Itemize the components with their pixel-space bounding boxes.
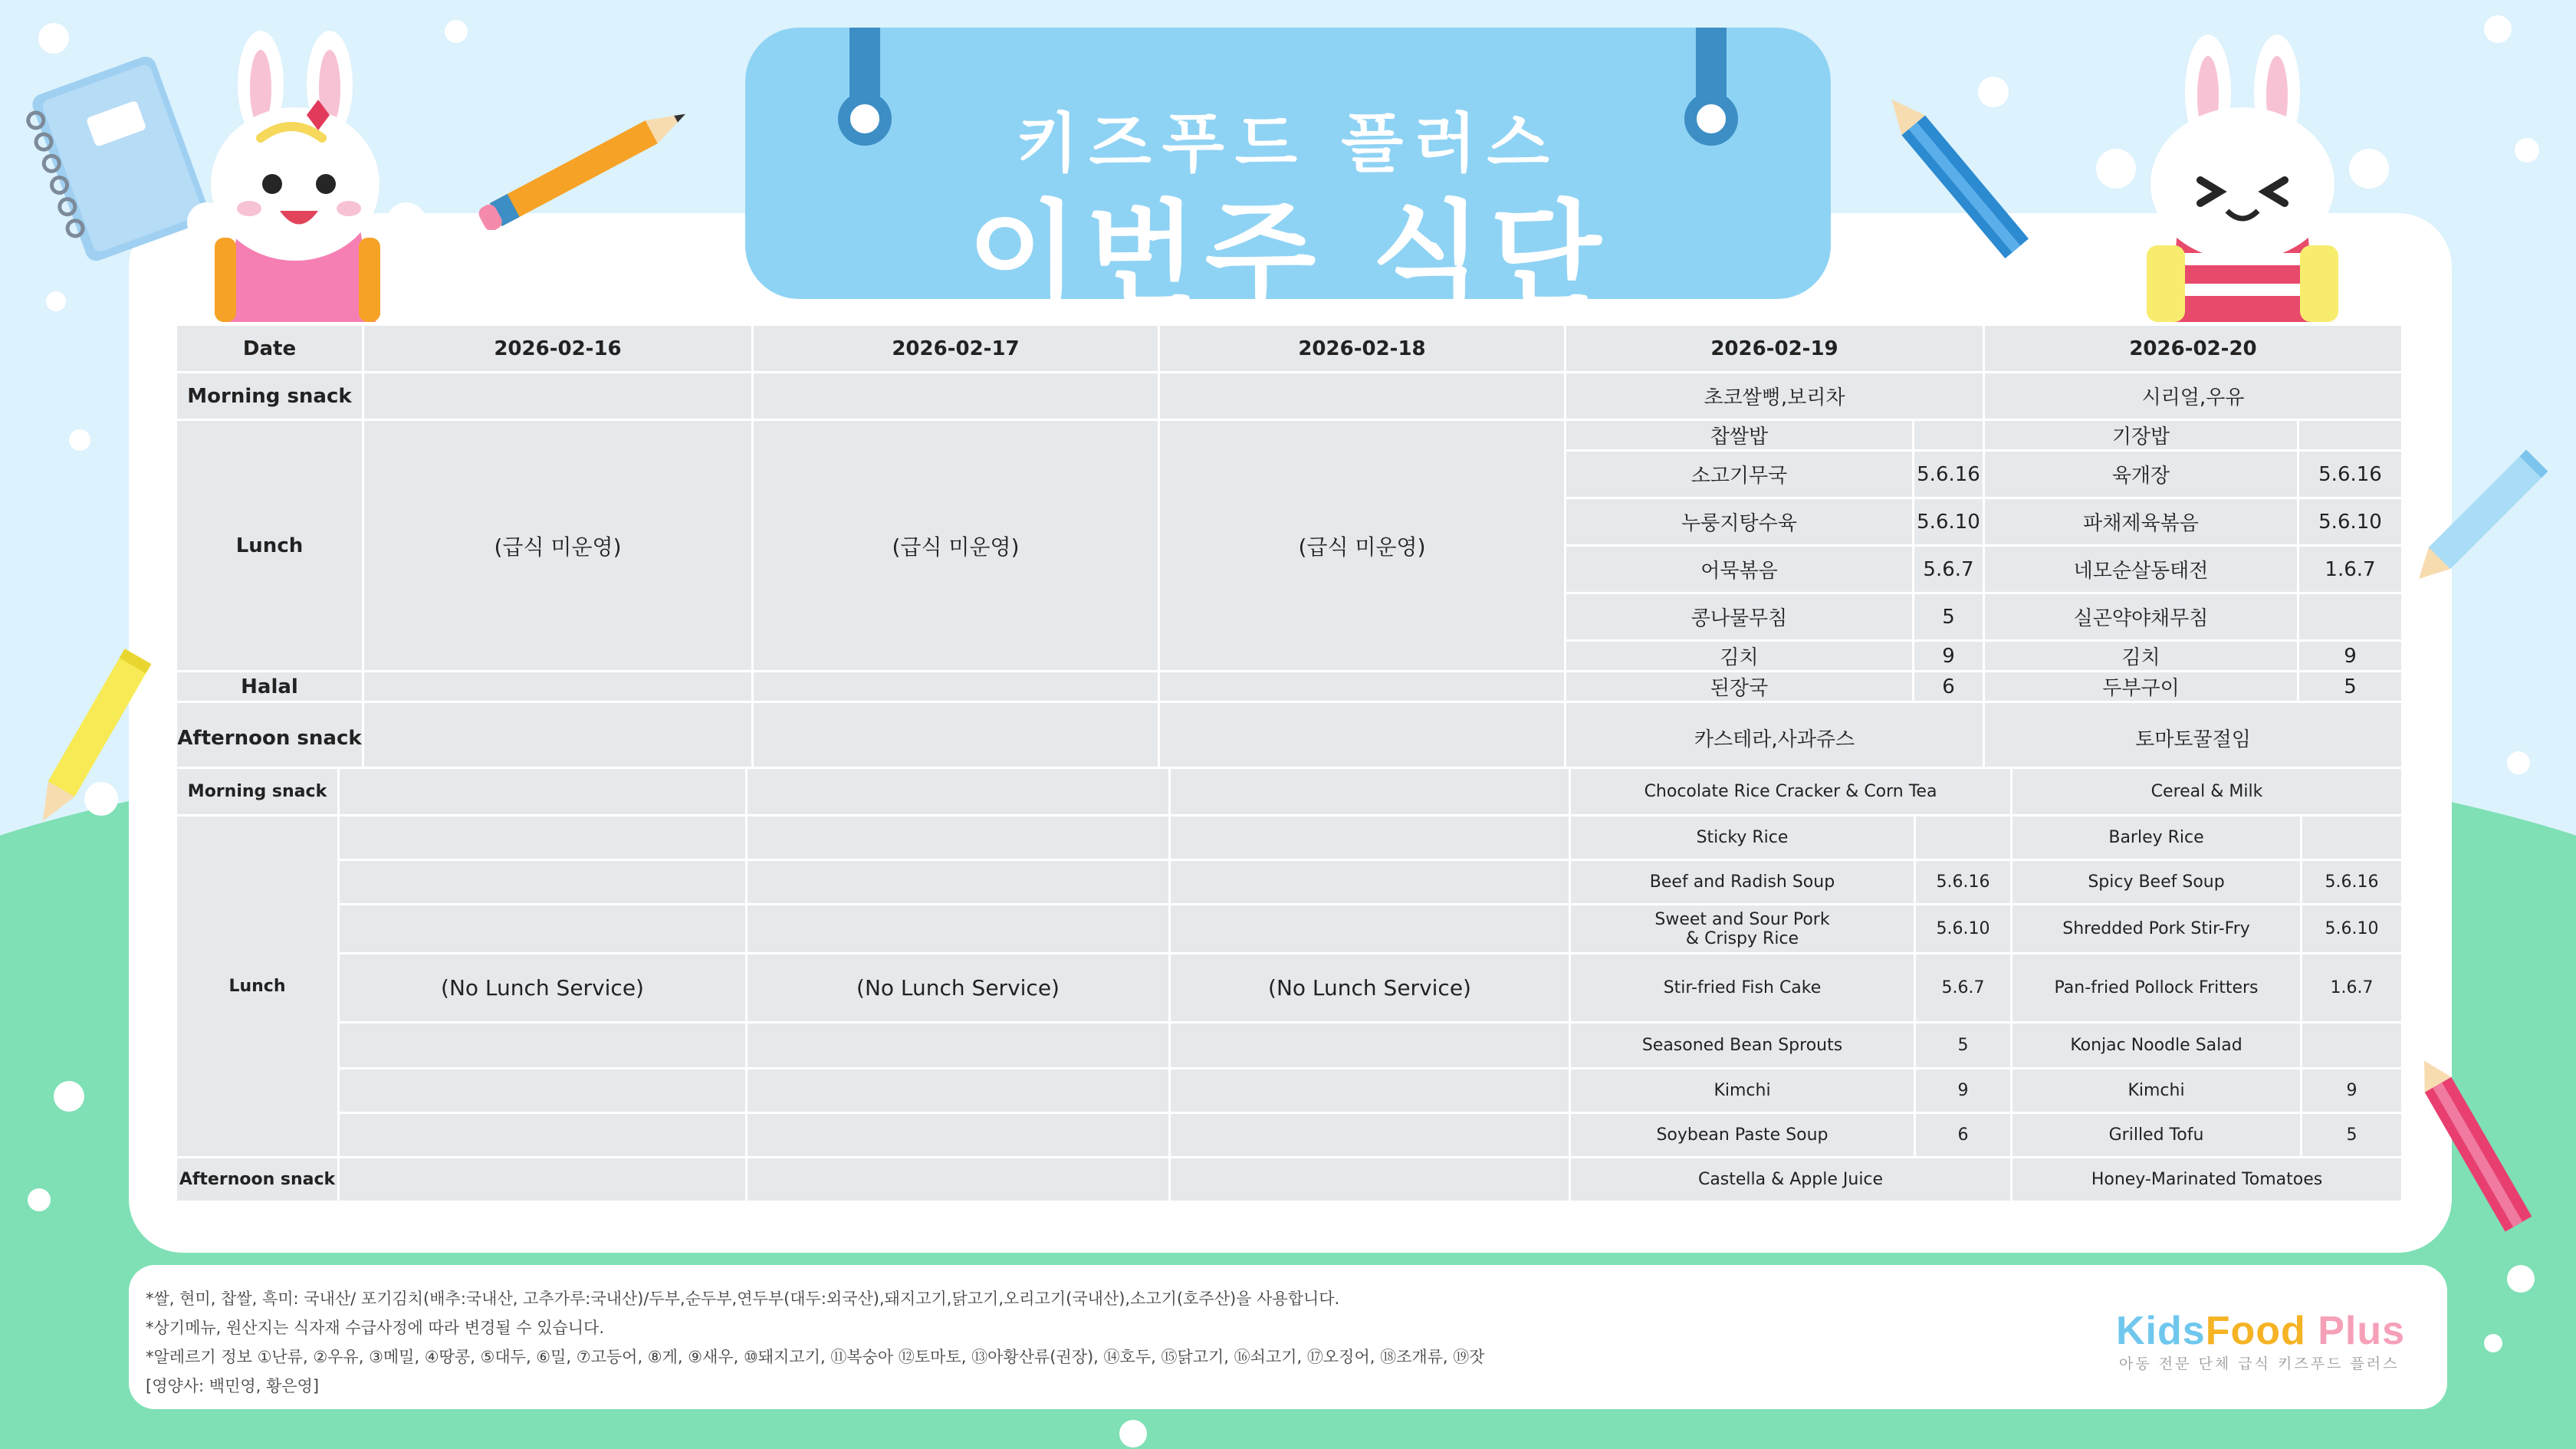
- empty-cell: [339, 1113, 747, 1158]
- empty-cell: [753, 373, 1159, 420]
- empty-cell: [339, 768, 747, 816]
- allergy-code: 5.6.7: [1915, 954, 2012, 1023]
- lunch-item-line: Sweet and Sour Pork: [1654, 909, 1830, 929]
- lunch-item-0220: Barley Rice: [2012, 816, 2302, 860]
- lunch-item-0220: 육개장: [1984, 451, 2298, 498]
- decor-dot: [54, 1081, 84, 1112]
- allergy-code: 6: [1915, 1113, 2012, 1158]
- halal-label: Halal: [176, 672, 363, 702]
- allergy-code: 9: [2302, 1069, 2403, 1113]
- morning-snack-0220: 시리얼,우유: [1984, 373, 2403, 420]
- lunch-row: [176, 816, 2403, 860]
- allergy-note: *알레르기 정보 ①난류, ②우유, ③메밀, ④땅콩, ⑤대두, ⑥밀, ⑦고등어, ⑧게, ⑨새우, ⑩돼지고기, ⑪복숭아 ⑫토마토, ⑬아황산류(권장), ⑭호두, ⑮닭고기, ⑯쇠고기, ⑰오징어, ⑱조개류, ⑲잣: [146, 1348, 1485, 1366]
- empty-cell: [1159, 672, 1566, 702]
- afternoon-snack-row: [176, 1158, 2403, 1202]
- afternoon-snack-0220: Honey-Marinated Tomatoes: [2012, 1158, 2403, 1202]
- banner-title: 이번주 식단: [967, 189, 1609, 323]
- empty-cell: [747, 1158, 1170, 1202]
- decor-dot: [1119, 1420, 1147, 1447]
- english-menu-table: [175, 767, 2404, 1203]
- empty-cell: [1170, 1113, 1570, 1158]
- empty-cell: [1170, 1023, 1570, 1069]
- lunch-item-0219: 콩나물무침: [1566, 593, 1914, 641]
- allergy-code: 5.6.16: [1915, 860, 2012, 905]
- empty-cell: [339, 1023, 747, 1069]
- date-row: [176, 325, 2403, 373]
- lunch-item-0220: 파채제육볶음: [1984, 498, 2298, 546]
- halal-item-0220: 두부구이: [1984, 672, 2298, 702]
- empty-cell: [1170, 860, 1570, 905]
- lunch-label: Lunch: [176, 420, 363, 672]
- allergy-code: 6: [1914, 672, 1984, 702]
- empty-cell: [1170, 905, 1570, 954]
- halal-row: [176, 672, 2403, 702]
- lunch-row: [176, 860, 2403, 905]
- lunch-item-line: & Crispy Rice: [1685, 928, 1799, 948]
- korean-menu-table: [175, 324, 2404, 775]
- lunch-item-0219: Sticky Rice: [1570, 816, 1915, 860]
- lunch-row: [176, 1069, 2403, 1113]
- empty-cell: [747, 1069, 1170, 1113]
- afternoon-snack-label: Afternoon snack: [176, 702, 363, 774]
- lunch-item-0220: 네모순살동태전: [1984, 546, 2298, 593]
- allergy-code: 5: [2302, 1113, 2403, 1158]
- no-lunch-0218: (급식 미운영): [1159, 420, 1566, 672]
- logo-tagline: 아동 전문 단체 급식 키즈푸드 플러스: [2119, 1355, 2400, 1372]
- lunch-item-0220: Konjac Noodle Salad: [2012, 1023, 2302, 1069]
- allergy-code: 1.6.7: [2298, 546, 2403, 593]
- decor-dot: [28, 1188, 51, 1211]
- lunch-row: [176, 954, 2403, 1023]
- pencil-lightblue-icon: [2392, 429, 2568, 606]
- lunch-item-0219: 소고기무국: [1566, 451, 1914, 498]
- lunch-item-0219: Seasoned Bean Sprouts: [1570, 1023, 1915, 1069]
- empty-cell: [339, 816, 747, 860]
- no-lunch-0218: (No Lunch Service): [1170, 954, 1570, 1023]
- lunch-item-0220: 김치: [1984, 641, 2298, 672]
- decor-dot: [2484, 1334, 2502, 1352]
- no-lunch-0216: (No Lunch Service): [339, 954, 747, 1023]
- logo-plus: Plus: [2318, 1309, 2406, 1353]
- empty-cell: [1170, 1069, 1570, 1113]
- empty-cell: [747, 860, 1170, 905]
- date-2026-02-16: 2026-02-16: [363, 325, 753, 373]
- no-lunch-0216: (급식 미운영): [363, 420, 753, 672]
- empty-cell: [753, 672, 1159, 702]
- empty-cell: [339, 860, 747, 905]
- lunch-item-0219: 찹쌀밥: [1566, 420, 1914, 451]
- empty-cell: [747, 905, 1170, 954]
- kids-food-plus-logo: [2116, 1308, 2405, 1354]
- empty-cell: [747, 768, 1170, 816]
- lunch-item-0219: [1570, 905, 1915, 954]
- dietitian-note: [영양사: 백민영, 황은영]: [146, 1377, 320, 1395]
- empty-cell: [1170, 816, 1570, 860]
- footer-notes-panel: [129, 1265, 2447, 1409]
- allergy-code: 5.6.16: [2298, 451, 2403, 498]
- decor-dot: [69, 429, 90, 451]
- empty-cell: [753, 702, 1159, 774]
- halal-item-0219: 된장국: [1566, 672, 1914, 702]
- lunch-row: [176, 905, 2403, 954]
- lunch-item-0220: Kimchi: [2012, 1069, 2302, 1113]
- empty-cell: [747, 1023, 1170, 1069]
- lunch-item-0219: Kimchi: [1570, 1069, 1915, 1113]
- lunch-row: [176, 1023, 2403, 1069]
- afternoon-snack-0219: Castella & Apple Juice: [1570, 1158, 2012, 1202]
- banner-subtitle: 키즈푸드 플러스: [1016, 106, 1560, 181]
- menu-change-note: *상기메뉴, 원산지는 식자재 수급사정에 따라 변경될 수 있습니다.: [146, 1319, 605, 1337]
- allergy-code: 5.6.7: [1914, 546, 1984, 593]
- date-2026-02-20: 2026-02-20: [1984, 325, 2403, 373]
- allergy-code: 5.6.10: [2298, 498, 2403, 546]
- empty-cell: [1159, 373, 1566, 420]
- lunch-item-0220: 실곤약야채무침: [1984, 593, 2298, 641]
- morning-snack-0220: Cereal & Milk: [2012, 768, 2403, 816]
- allergy-code: [2298, 420, 2403, 451]
- logo-food: Food: [2205, 1309, 2306, 1353]
- afternoon-snack-0219: 카스테라,사과쥬스: [1566, 702, 1984, 774]
- bunny-left-icon: [184, 31, 437, 322]
- morning-snack-row: [176, 768, 2403, 816]
- date-label: Date: [176, 325, 363, 373]
- lunch-item-0219: Beef and Radish Soup: [1570, 860, 1915, 905]
- halal-item-0220: Grilled Tofu: [2012, 1113, 2302, 1158]
- date-2026-02-17: 2026-02-17: [753, 325, 1159, 373]
- empty-cell: [1170, 768, 1570, 816]
- bunny-right-icon: [2085, 31, 2392, 322]
- halal-item-0219: Soybean Paste Soup: [1570, 1113, 1915, 1158]
- lunch-item-0219: 어묵볶음: [1566, 546, 1914, 593]
- halal-row: [176, 1113, 2403, 1158]
- empty-cell: [1170, 1158, 1570, 1202]
- empty-cell: [363, 373, 753, 420]
- empty-cell: [747, 1113, 1170, 1158]
- lunch-item-0220: 기장밥: [1984, 420, 2298, 451]
- afternoon-snack-label: Afternoon snack: [176, 1158, 339, 1202]
- allergy-code: 9: [1914, 641, 1984, 672]
- morning-snack-0219: Chocolate Rice Cracker & Corn Tea: [1570, 768, 2012, 816]
- empty-cell: [747, 816, 1170, 860]
- allergy-code: 5.6.10: [2302, 905, 2403, 954]
- afternoon-snack-row: [176, 702, 2403, 774]
- allergy-code: [1914, 420, 1984, 451]
- pencil-yellow-icon: [15, 629, 169, 843]
- decor-dot: [445, 20, 468, 43]
- morning-snack-label: Morning snack: [176, 373, 363, 420]
- allergy-code: 9: [1915, 1069, 2012, 1113]
- morning-snack-label: Morning snack: [176, 768, 339, 816]
- lunch-row: [176, 420, 2403, 451]
- morning-snack-0219: 초코쌀뻥,보리차: [1566, 373, 1984, 420]
- logo-kids: Kids: [2116, 1309, 2206, 1353]
- pencil-blue-icon: [1863, 84, 2062, 284]
- allergy-code: 1.6.7: [2302, 954, 2403, 1023]
- empty-cell: [363, 702, 753, 774]
- date-2026-02-18: 2026-02-18: [1159, 325, 1566, 373]
- allergy-code: [2302, 816, 2403, 860]
- lunch-item-0219: 김치: [1566, 641, 1914, 672]
- no-lunch-0217: (No Lunch Service): [747, 954, 1170, 1023]
- decor-dot: [2507, 1265, 2535, 1293]
- lunch-item-0219: 누룽지탕수육: [1566, 498, 1914, 546]
- pencil-orange-icon: [460, 100, 713, 230]
- empty-cell: [339, 1158, 747, 1202]
- allergy-code: 5.6.10: [1915, 905, 2012, 954]
- morning-snack-row: [176, 373, 2403, 420]
- pencil-pink-icon: [2400, 1058, 2561, 1257]
- date-2026-02-19: 2026-02-19: [1566, 325, 1984, 373]
- decor-dot: [46, 291, 66, 311]
- allergy-code: 9: [2298, 641, 2403, 672]
- no-lunch-0217: (급식 미운영): [753, 420, 1159, 672]
- lunch-label: Lunch: [176, 816, 339, 1158]
- empty-cell: [363, 672, 753, 702]
- allergy-code: 5: [1915, 1023, 2012, 1069]
- lunch-item-0220: Shredded Pork Stir-Fry: [2012, 905, 2302, 954]
- empty-cell: [339, 1069, 747, 1113]
- empty-cell: [1159, 702, 1566, 774]
- lunch-item-0219: Stir-fried Fish Cake: [1570, 954, 1915, 1023]
- allergy-code: [2298, 593, 2403, 641]
- title-banner: [745, 28, 1831, 323]
- afternoon-snack-0220: 토마토꿀절임: [1984, 702, 2403, 774]
- allergy-code: 5: [1914, 593, 1984, 641]
- allergy-code: [2302, 1023, 2403, 1069]
- decor-dot: [2507, 751, 2530, 774]
- empty-cell: [339, 905, 747, 954]
- decor-dot: [2484, 15, 2512, 43]
- origin-note: *쌀, 현미, 찹쌀, 흑미: 국내산/ 포기김치(배추:국내산, 고추가루:국내산)/두부,순두부,연두부(대두:외국산),돼지고기,닭고기,오리고기(국내산),소고기(호주산)을 사용합니다.: [146, 1290, 1340, 1308]
- allergy-code: 5: [2298, 672, 2403, 702]
- lunch-item-0220: Spicy Beef Soup: [2012, 860, 2302, 905]
- allergy-code: 5.6.10: [1914, 498, 1984, 546]
- allergy-code: 5.6.16: [2302, 860, 2403, 905]
- decor-dot: [2515, 138, 2539, 163]
- lunch-item-0220: Pan-fried Pollock Fritters: [2012, 954, 2302, 1023]
- allergy-code: 5.6.16: [1914, 451, 1984, 498]
- allergy-code: [1915, 816, 2012, 860]
